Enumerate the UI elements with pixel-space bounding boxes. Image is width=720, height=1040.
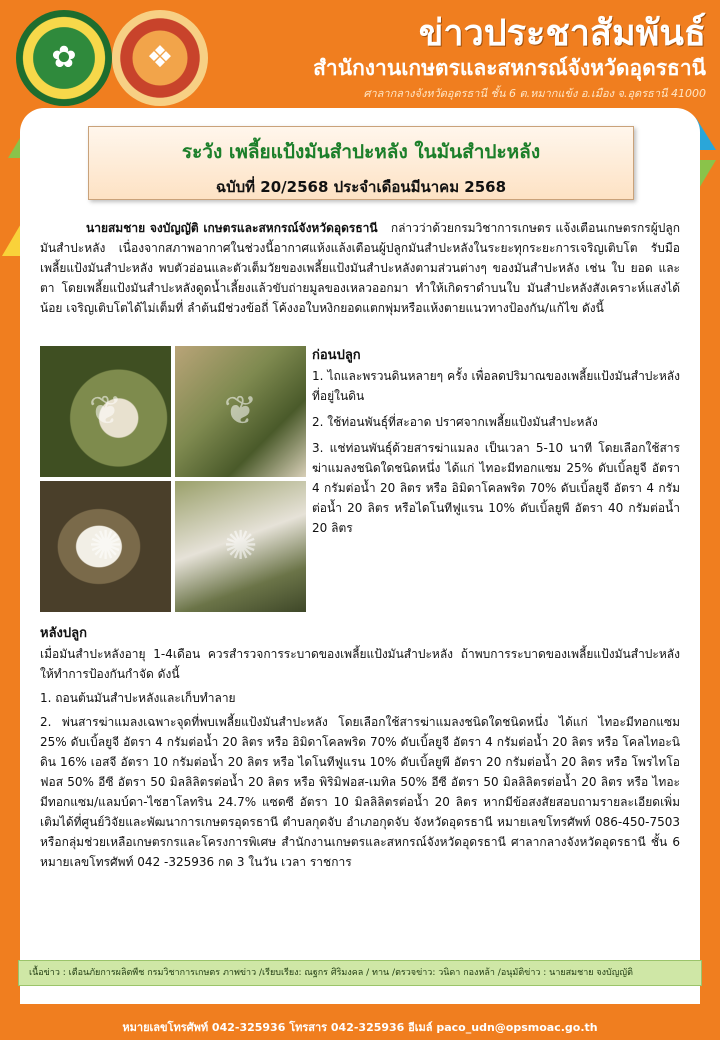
- leaf-icon: ❦: [88, 388, 123, 434]
- before-planting-item: 1. ไถและพรวนดินหลายๆ ครั้ง เพื่อลดปริมาณของเพลี้ยแป้งมันสำปะหลังที่อยู่ในดิน: [312, 369, 680, 403]
- mealybug-colony-photo: [175, 481, 306, 612]
- page-header: [0, 0, 720, 108]
- before-planting-item: 3. แช่ท่อนพันธุ์ด้วยสารฆ่าแมลง เป็นเวลา 5-10 นาที โดยเลือกใช้สารฆ่าแมลงชนิดใดชนิดหนึ่ง ได้แก่ ไทอะมีทอกแซม 25% ดับเบิ้ลยูจี อัตรา 4 กรัมต่อน้ำ 20 ลิตร หรือ อิมิดาโคลพริด 70% ดับเบิ้ลยูจี อัตรา 4 กรัมต่อน้ำ 20 ลิตร หรือไดโนทีฟูแรน 10% ดับเบิ้ลยูพี อัตรา 40 กรัมต่อน้ำ 20 ลิตร: [312, 441, 680, 535]
- content-panel: [20, 108, 700, 1004]
- office-title: สำนักงานเกษตรและสหกรณ์จังหวัดอุดรธานี: [313, 56, 706, 80]
- mealybug-closeup-photo: [40, 481, 171, 612]
- bug-icon: ✺: [223, 523, 258, 569]
- leaf-icon: ❦: [223, 388, 258, 434]
- before-planting-section: [312, 346, 680, 544]
- intro-speaker: นายสมชาย จงบัญญัติ เกษตรและสหกรณ์จังหวัดอุดรธานี: [86, 221, 378, 235]
- after-planting-intro: เมื่อมันสำปะหลังอายุ 1-4เดือน ควรสำรวจการระบาดของเพลี้ยแป้งมันสำปะหลัง ถ้าพบการระบาดของเพลี้ยแป้งมันสำปะหลังให้ทำการป้องกันกำจัด ดังนี้: [40, 647, 680, 681]
- before-planting-item: 2. ใช้ท่อนพันธุ์ที่สะอาด ปราศจากเพลี้ยแป้งมันสำปะหลัง: [312, 415, 598, 429]
- news-title: ข่าวประชาสัมพันธ์: [418, 13, 706, 54]
- after-planting-item: 2. พ่นสารฆ่าแมลงเฉพาะจุดที่พบเพลี้ยแป้งมันสำปะหลัง โดยเลือกใช้สารฆ่าแมลงชนิดใดชนิดหนึ่ง ได้แก่ ไทอะมีทอกแซม 25% ดับเบิ้ลยูจี อัตรา 4 กรัมต่อน้ำ 20 ลิตร หรือ อิมิดาโคลพริด 70% ดับเบิ้ลยูจี อัตรา 4 กรัมต่อน้ำ 20 ลิตร หรือ โคลไทอะนิดิน 16% เอสจี อัตรา 10 กรัมต่อน้ำ 20 ลิตร หรือ ไดโนทีฟูแรน 10% ดับเบิ้ลยูพี อัตรา 20 กรัมต่อน้ำ 20 ลิตร หรือ โพรไทโอฟอส 50% อีซี อัตรา 50 มิลลิลิตรต่อน้ำ 20 ลิตร หรือ พิริมิฟอส-เมทิล 50% อีซี อัตรา 50 มิลลิลิตรต่อน้ำ 20 ลิตร หรือ ไทอะมีทอกแซม/แลมบ์ดา-ไซฮาโลทริน 24.7% แซดซี อัตรา 10 มิลลิลิตรต่อน้ำ 20 ลิตร หากมีข้อสงสัยสอบถามรายละเอียดเพิ่มเติมได้ที่ศูนย์วิจัยและพัฒนาการเกษตรอุดรธานี ตำบลกุดจับ อำเภอกุดจับ จังหวัดอุดรธานี หมายเลขโทรศัพท์ 086-450-7503 หรือกลุ่มช่วยเหลือเกษตรกรและโครงการพิเศษ สำนักงานเกษตรและสหกรณ์จังหวัดอุดรธานี ศาลากลางจังหวัดอุดรธานี ชั้น 6 หมายเลขโทรศัพท์ 042 -325936 กด 3 ในวัน เวลา ราชการ: [40, 715, 680, 869]
- before-planting-heading: ก่อนปลูก: [312, 348, 361, 363]
- after-planting-item: 1. ถอนต้นมันสำปะหลังและเก็บทำลาย: [40, 691, 236, 705]
- after-planting-section: [40, 624, 680, 876]
- document-title: ระวัง เพลี้ยแป้งมันสำปะหลัง ในมันสำปะหลัง: [181, 141, 541, 163]
- intro-text: กล่าวว่าด้วยกรมวิชาการเกษตร แจ้งเตือนเกษตรกรผู้ปลูกมันสำปะหลัง เนื่องจากสภาพอากาศในช่วงนี้อากาศแห้งแล้งเตือนผู้ปลูกมันสำปะหลังในระยะทุกระยะการเจริญเติบโต รับมือเพลี้ยแป้งมันสำปะหลัง พบตัวอ่อนและตัวเต็มวัยของเพลี้ยแป้งมันสำปะหลังตามส่วนต่างๆ ของมันสำปะหลัง เช่น ใบ ยอด และตา โดยเพลี้ยแป้งมันสำปะหลังดูดน้ำเลี้ยงแล้วขับถ่ายมูลของเหลวออกมา ทำให้เกิดราดำบนใบ มันสำปะหลังสังเคราะห์แสงได้น้อย เจริญเติบโตได้ไม่เต็มที่ ลำต้นมีช่วงข้อถี่ โค้งงอใบหงิกยอดแตกพุ่มหรือแห้งตายแนวทางป้องกัน/แก้ไข ดังนี้: [40, 221, 680, 315]
- contact-line: หมายเลขโทรศัพท์ 042-325936 โทรสาร 042-325936 อีเมล์ paco_udn@opsmoac.go.th: [122, 1021, 598, 1034]
- title-box: [88, 126, 634, 200]
- emblem-icon: ❖: [146, 40, 174, 75]
- office-emblem-logo: [112, 10, 208, 106]
- office-address: ศาลากลางจังหวัดอุดรธานี ชั้น 6 ต.หมากแข้ง อ.เมือง จ.อุดรธานี 41000: [363, 87, 706, 100]
- issue-line: ฉบับที่ 20/2568 ประจำเดือนมีนาคม 2568: [215, 178, 507, 196]
- mealybug-on-shoot-photo: [175, 346, 306, 477]
- seal-icon: ✿: [51, 40, 77, 75]
- ministry-of-agriculture-logo: [16, 10, 112, 106]
- credits-bar: เนื้อข่าว : เตือนภัยการผลิตพืช กรมวิชาการเกษตร ภาพข่าว /เรียบเรียง: ณฐกร ศิริมงคล / ทาน /ตรวจข่าว: วนิดา กองหล้า /อนุมัติข่าว : นายสมชาย จงบัญญัติ: [18, 960, 702, 986]
- photo-grid: [40, 346, 306, 612]
- bug-icon: ✺: [88, 523, 123, 569]
- mealybug-on-stem-photo: [40, 346, 171, 477]
- after-planting-heading: หลังปลูก: [40, 626, 87, 641]
- intro-paragraph: [40, 218, 680, 318]
